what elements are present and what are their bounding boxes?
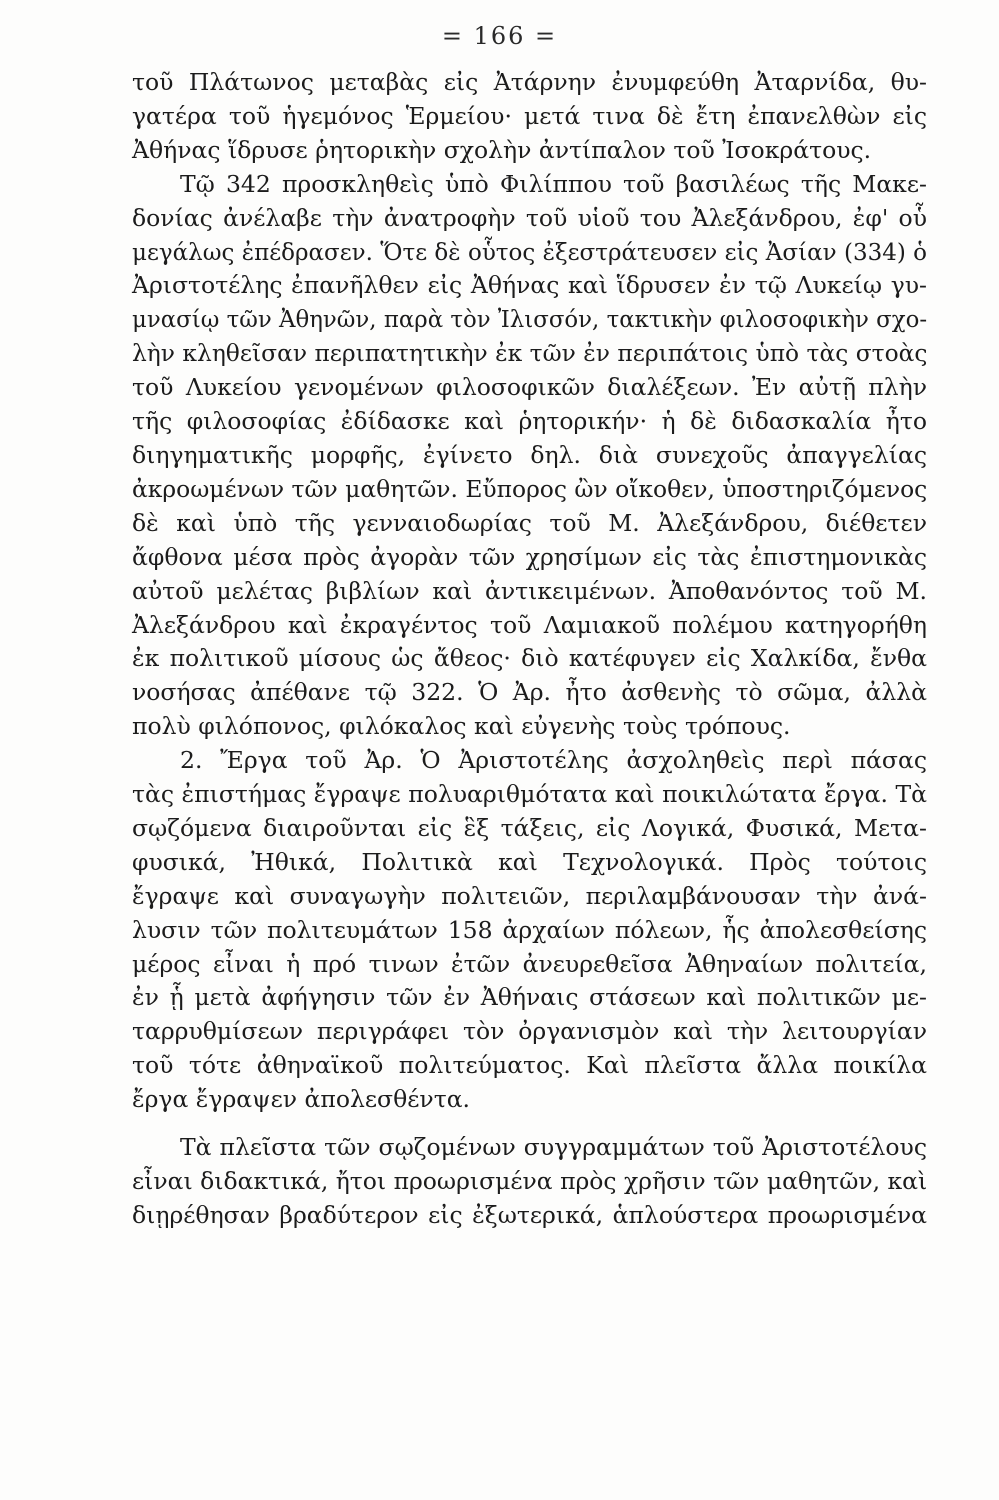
text-line: ἐκ πολιτικοῦ μίσους ὡς ἄθεος· διὸ κατέφυγεν εἰς Χαλκίδα, ἔνθα [132,644,927,673]
text-line: τοῦ Πλάτωνος μεταβὰς εἰς Ἀτάρνην ἐνυμφεύθη Ἀταρνίδα, θυ- [132,68,927,96]
page-number: = 166 = [441,22,558,50]
text-line: ἄφθονα μέσα πρὸς ἀγορὰν τῶν χρησίμων εἰς τὰς ἐπιστημονικὰς [132,542,927,571]
text-line: σῳζόμενα διαιροῦνται εἰς ἓξ τάξεις, εἰς Λογικά, Φυσικά, Μετα- [132,813,927,842]
paragraph-gap [132,1117,927,1131]
text-line: διῃρέθησαν βραδύτερον εἰς ἐξωτερικά, ἁπλούστερα προωρισμένα [132,1200,927,1229]
text-line: νοσήσας ἀπέθανε τῷ 322. Ὁ Ἀρ. ἦτο ἀσθενὴς τὸ σῶμα, ἀλλὰ [132,678,927,707]
text-line: τὰς ἐπιστήμας ἔγραψε πολυαριθμότατα καὶ ποικιλώτατα ἔργα. Τὰ [132,780,927,809]
paragraph-1 [132,66,927,168]
text-line: ἔργα ἔγραψεν ἀπολεσθέντα. [132,1085,471,1114]
text-line: Τῷ 342 προσκληθεὶς ὑπὸ Φιλίππου τοῦ βασιλέως τῆς Μακε- [180,169,927,198]
text-line: Ἀθήνας ἵδρυσε ῥητορικὴν σχολὴν ἀντίπαλον τοῦ Ἰσοκράτους. [132,135,872,164]
text-line: Τὰ πλεῖστα τῶν σῳζομένων συγγραμμάτων τοῦ Ἀριστοτέλους [180,1133,927,1162]
text-line: τοῦ τότε ἀθηναϊκοῦ πολιτεύματος. Καὶ πλεῖστα ἄλλα ποικίλα [132,1051,927,1080]
text-line: εἶναι διδακτικά, ἤτοι προωρισμένα πρὸς χρῆσιν τῶν μαθητῶν, καὶ [132,1167,928,1195]
text-line: λυσιν τῶν πολιτευμάτων 158 ἀρχαίων πόλεων, ἧς ἀπολεσθείσης [132,915,927,944]
text-line: δονίας ἀνέλαβε τὴν ἀνατροφὴν τοῦ υἱοῦ του Ἀλεξάνδρου, ἐφ' οὗ [132,203,927,232]
section-heading-line: 2. Ἔργα τοῦ Ἀρ. Ὁ Ἀριστοτέλης ἀσχοληθεὶς περὶ πάσας [180,746,927,775]
text-line: ἔγραψε καὶ συναγωγὴν πολιτειῶν, περιλαμβάνουσαν τὴν ἀνά- [132,881,927,910]
paragraph-section-2 [132,744,927,1117]
text-line: δὲ καὶ ὑπὸ τῆς γενναιοδωρίας τοῦ Μ. Ἀλεξάνδρου, διέθετεν [132,508,927,537]
text-line: ἀκροωμένων τῶν μαθητῶν. Εὔπορος ὢν οἴκοθεν, ὑποστηριζόμενος [132,474,928,503]
text-line: διηγηματικῆς μορφῆς, ἐγίνετο δηλ. διὰ συνεχοῦς ἀπαγγελίας [132,440,927,469]
text-line: φυσικά, Ἠθικά, Πολιτικὰ καὶ Τεχνολογικά. Πρὸς τούτοις [132,847,927,876]
text-line: τοῦ Λυκείου γενομένων φιλοσοφικῶν διαλέξεων. Ἐν αὐτῇ πλὴν [132,373,927,402]
text-line: ταρρυθμίσεων περιγράφει τὸν ὀργανισμὸν καὶ τὴν λειτουργίαν [132,1017,927,1046]
text-line: μεγάλως ἐπέδρασεν. Ὅτε δὲ οὗτος ἐξεστράτευσεν εἰς Ἀσίαν (334) ὁ [132,237,928,266]
body-text [132,66,927,1233]
text-line: αὐτοῦ μελέτας βιβλίων καὶ ἀντικειμένων. Ἀποθανόντος τοῦ Μ. [132,576,927,605]
paragraph-2 [132,168,927,744]
text-line: Ἀριστοτέλης ἐπανῆλθεν εἰς Ἀθήνας καὶ ἵδρυσεν ἐν τῷ Λυκείῳ γυ- [132,271,927,300]
text-line: μέρος εἶναι ἡ πρό τινων ἐτῶν ἀνευρεθεῖσα Ἀθηναίων πολιτεία, [132,949,927,978]
text-line: πολὺ φιλόπονος, φιλόκαλος καὶ εὐγενὴς τοὺς τρόπους. [132,712,791,741]
text-line: μνασίῳ τῶν Ἀθηνῶν, παρὰ τὸν Ἰλισσόν, τακτικὴν φιλοσοφικὴν σχο- [132,305,928,334]
text-line: λὴν κληθεῖσαν περιπατητικὴν ἐκ τῶν ἐν περιπάτοις ὑπὸ τὰς στοὰς [132,339,928,368]
text-line: Ἀλεξάνδρου καὶ ἐκραγέντος τοῦ Λαμιακοῦ πολέμου κατηγορήθη [132,610,927,639]
paragraph-4 [132,1131,927,1233]
text-line: γατέρα τοῦ ἡγεμόνος Ἑρμείου· μετά τινα δὲ ἔτη ἐπανελθὼν εἰς [132,101,927,130]
text-line: τῆς φιλοσοφίας ἐδίδασκε καὶ ῥητορικήν· ἡ δὲ διδασκαλία ἦτο [132,407,927,436]
text-line: ἐν ᾗ μετὰ ἀφήγησιν τῶν ἐν Ἀθήναις στάσεων καὶ πολιτικῶν με- [132,983,927,1012]
